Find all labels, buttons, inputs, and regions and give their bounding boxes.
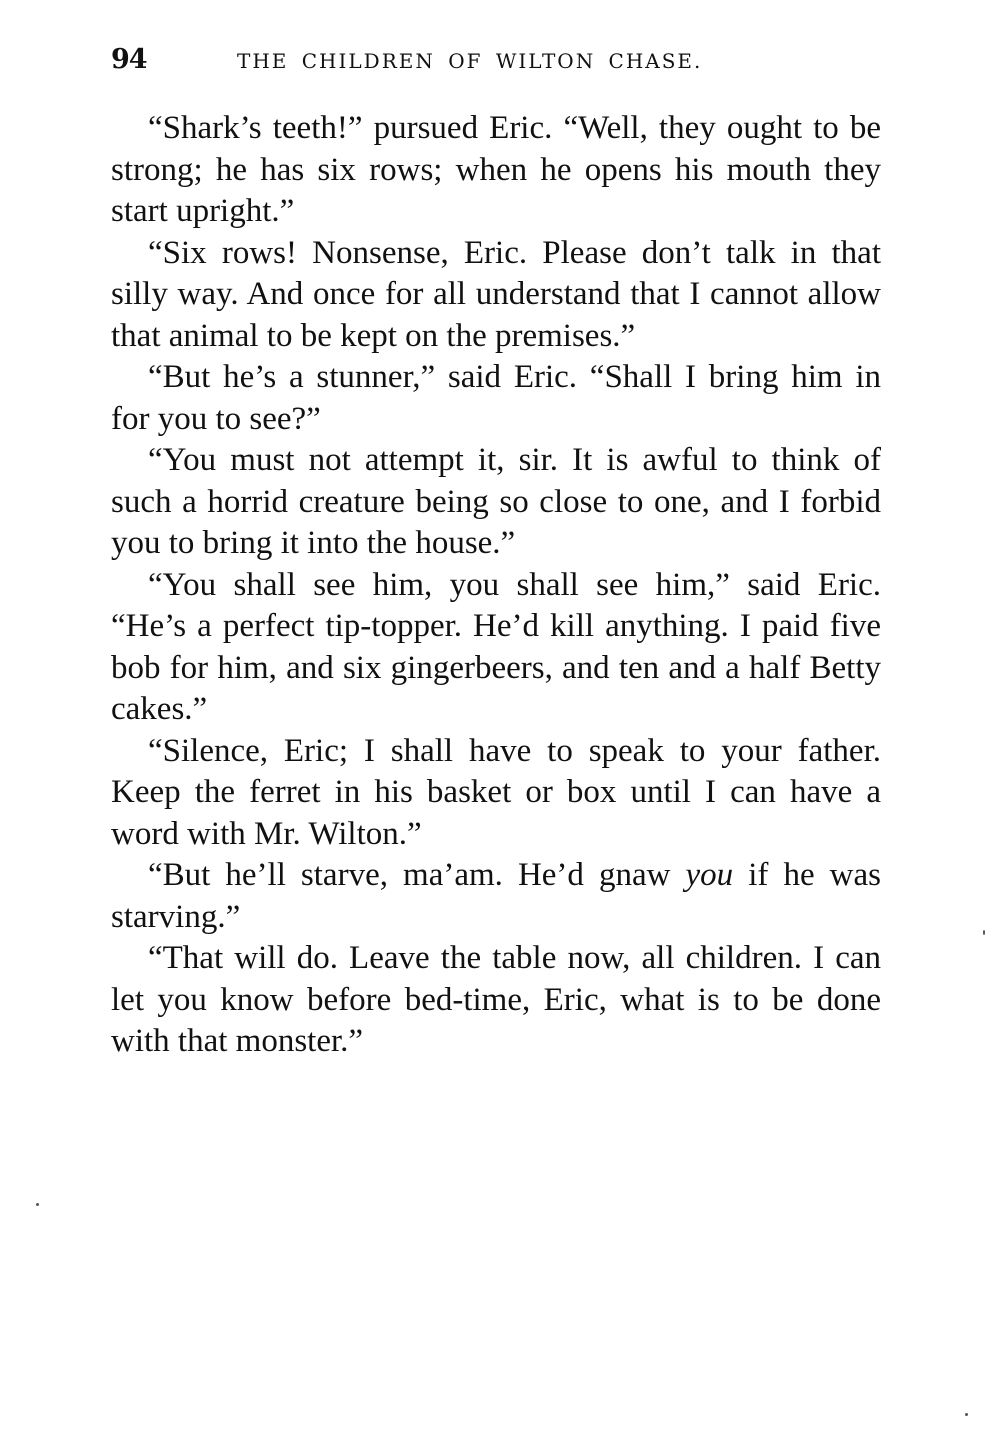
paragraph: “Shark’s teeth!” pursued Eric. “Well, they ought to be strong; he has six rows; when he opens his mouth they start upright.”: [111, 110, 881, 229]
page-number: 94: [111, 44, 147, 75]
paragraph: “You must not attempt it, sir. It is awful to think of such a horrid creature being so close to one, and I forbid you to bring it into the house.”: [111, 442, 881, 561]
body-text: [111, 108, 881, 1063]
paragraph: “But he’s a stunner,” said Eric. “Shall I bring him in for you to see?”: [111, 359, 881, 437]
paragraph: “That will do. Leave the table now, all children. I can let you know before bed-time, Eric, what is to be done with that monster.”: [111, 940, 881, 1059]
stray-ink-mark: [965, 1413, 968, 1416]
paragraph: “But he’ll starve, ma’am. He’d gnaw you if he was starving.”: [111, 857, 881, 935]
paragraph: “Six rows! Nonsense, Eric. Please don’t talk in that silly way. And once for all understand that I cannot allow that animal to be kept on the premises.”: [111, 234, 881, 354]
running-title: THE CHILDREN OF WILTON CHASE.: [237, 49, 703, 73]
paragraph: “You shall see him, you shall see him,” said Eric. “He’s a perfect tip-topper. He’d kill anything. I paid five bob for him, and six gingerbeers, and ten and a half Betty cakes.”: [111, 566, 881, 727]
stray-ink-mark: [983, 930, 985, 935]
stray-ink-mark: [36, 1203, 39, 1206]
emphasized-word: you: [685, 857, 734, 893]
page-header: [111, 44, 881, 80]
paragraph: “Silence, Eric; I shall have to speak to your father. Keep the ferret in his basket or box until I can have a word with Mr. Wilton.”: [111, 732, 881, 852]
